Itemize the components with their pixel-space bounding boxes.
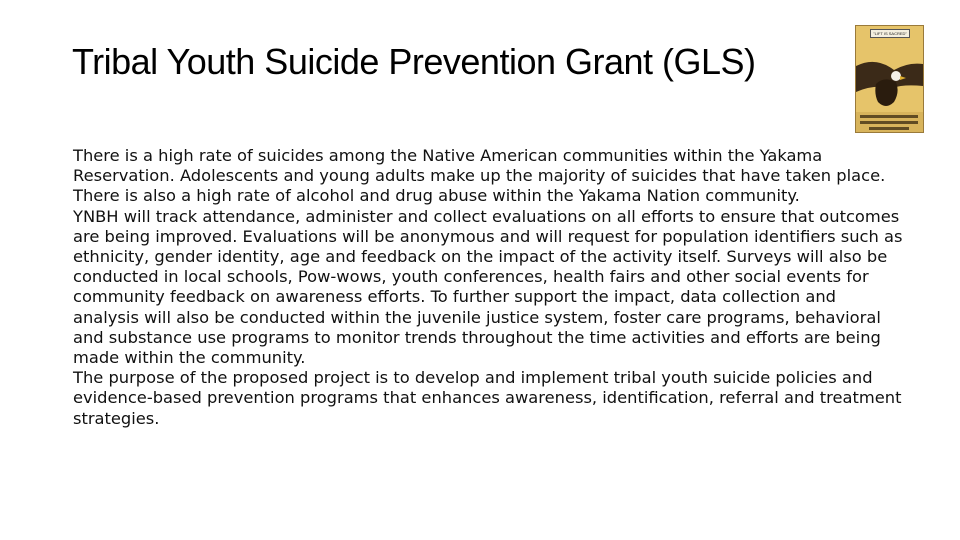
poster-caption-line [860,115,918,118]
paragraph-problem-statement: There is a high rate of suicides among the Native American communities within the Yakama Reservation. Adolescents and young adults make up the majority of suicides that have taken place. There is also a high rate of alcohol and drug abuse within the Yakama Nation community. [73,146,886,206]
slide-title: Tribal Youth Suicide Prevention Grant (GLS) [72,41,756,82]
poster-caption-line [860,121,918,124]
poster-banner: "LIFT IS SACRED" [870,29,910,38]
paragraph-evaluation-plan: YNBH will track attendance, administer and collect evaluations on all efforts to ensure that outcomes are being improved. Evaluations will be anonymous and will request for population identifiers such as ethnicity, gender identity, age and feedback on the impact of the activity itself. Surveys will also be conducted in local schools, Pow-wows, youth conferences, health fairs and other social events for community feedback on awareness efforts. To further support the impact, data collection and analysis will also be conducted within the juvenile justice system, foster care programs, behavioral and substance use programs to monitor trends throughout the time activities and efforts are being made within the community. [73,206,903,368]
poster-caption-line [869,127,909,130]
slide-body [73,146,903,429]
eagle-poster-image [855,25,924,133]
paragraph-project-purpose: The purpose of the proposed project is to develop and implement tribal youth suicide policies and evidence-based prevention programs that enhances awareness, identification, referral and treatment strategies. [73,368,902,428]
